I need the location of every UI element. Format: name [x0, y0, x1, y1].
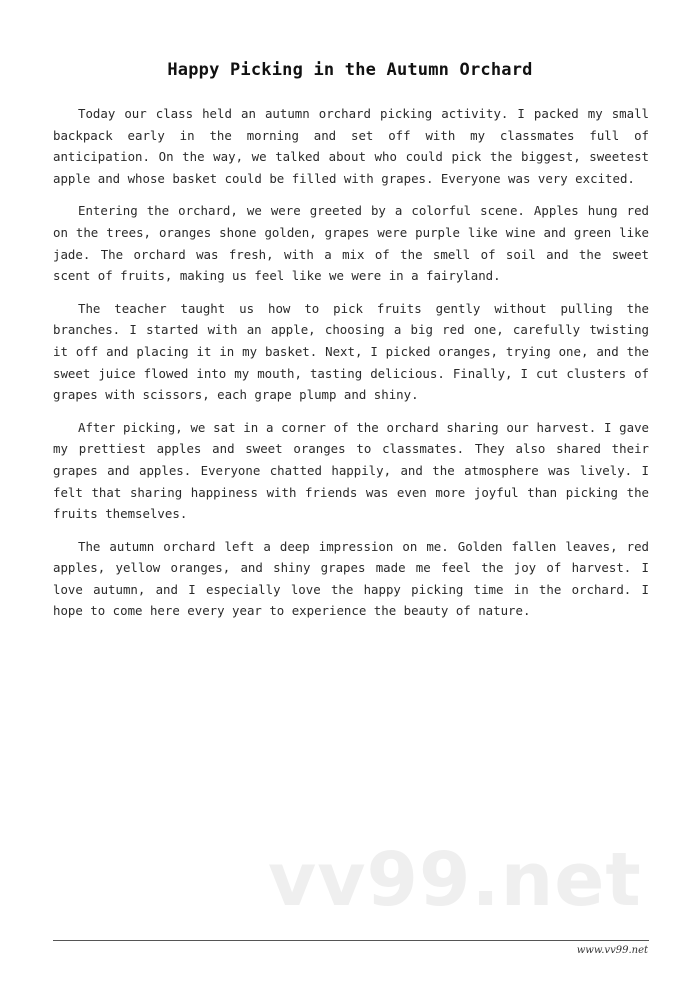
paragraph-3: The teacher taught us how to pick fruits gently without pulling the branches. I started with an apple, choosing a big red one, carefully twisting it off and placing it in my basket. Next, I picked oranges, trying one, and the sweet juice flowed into my mouth, tasting delicious. Finally, I cut clusters of grapes with scissors, each grape plump and shiny. [53, 300, 649, 403]
watermark: vv99.net [268, 837, 642, 923]
footer-divider [53, 940, 649, 941]
document-title: Happy Picking in the Autumn Orchard [167, 60, 533, 80]
paragraph-4: After picking, we sat in a corner of the orchard sharing our harvest. I gave my prettiest apples and sweet oranges to classmates. They also shared their grapes and apples. Everyone chatted happily, and the atmosphere was lively. I felt that sharing happiness with friends was even more joyful than picking the fruits themselves. [53, 419, 649, 522]
paragraph-5: The autumn orchard left a deep impression on me. Golden fallen leaves, red apples, yellow oranges, and shiny grapes made me feel the joy of harvest. I love autumn, and I especially love the happy picking time in the orchard. I hope to come here every year to experience the beauty of nature. [53, 538, 649, 619]
footer-url: www.vv99.net [576, 945, 648, 956]
paragraph-2: Entering the orchard, we were greeted by a colorful scene. Apples hung red on the trees, oranges shone golden, grapes were purple like wine and green like jade. The orchard was fresh, with a mix of the smell of soil and the sweet scent of fruits, making us feel like we were in a fairyland. [53, 203, 649, 284]
paragraph-1: Today our class held an autumn orchard picking activity. I packed my small backpack early in the morning and set off with my classmates full of anticipation. On the way, we talked about who could pick the biggest, sweetest apple and whose basket could be filled with grapes. Everyone was very excited. [53, 106, 649, 186]
document-body [53, 103, 649, 633]
